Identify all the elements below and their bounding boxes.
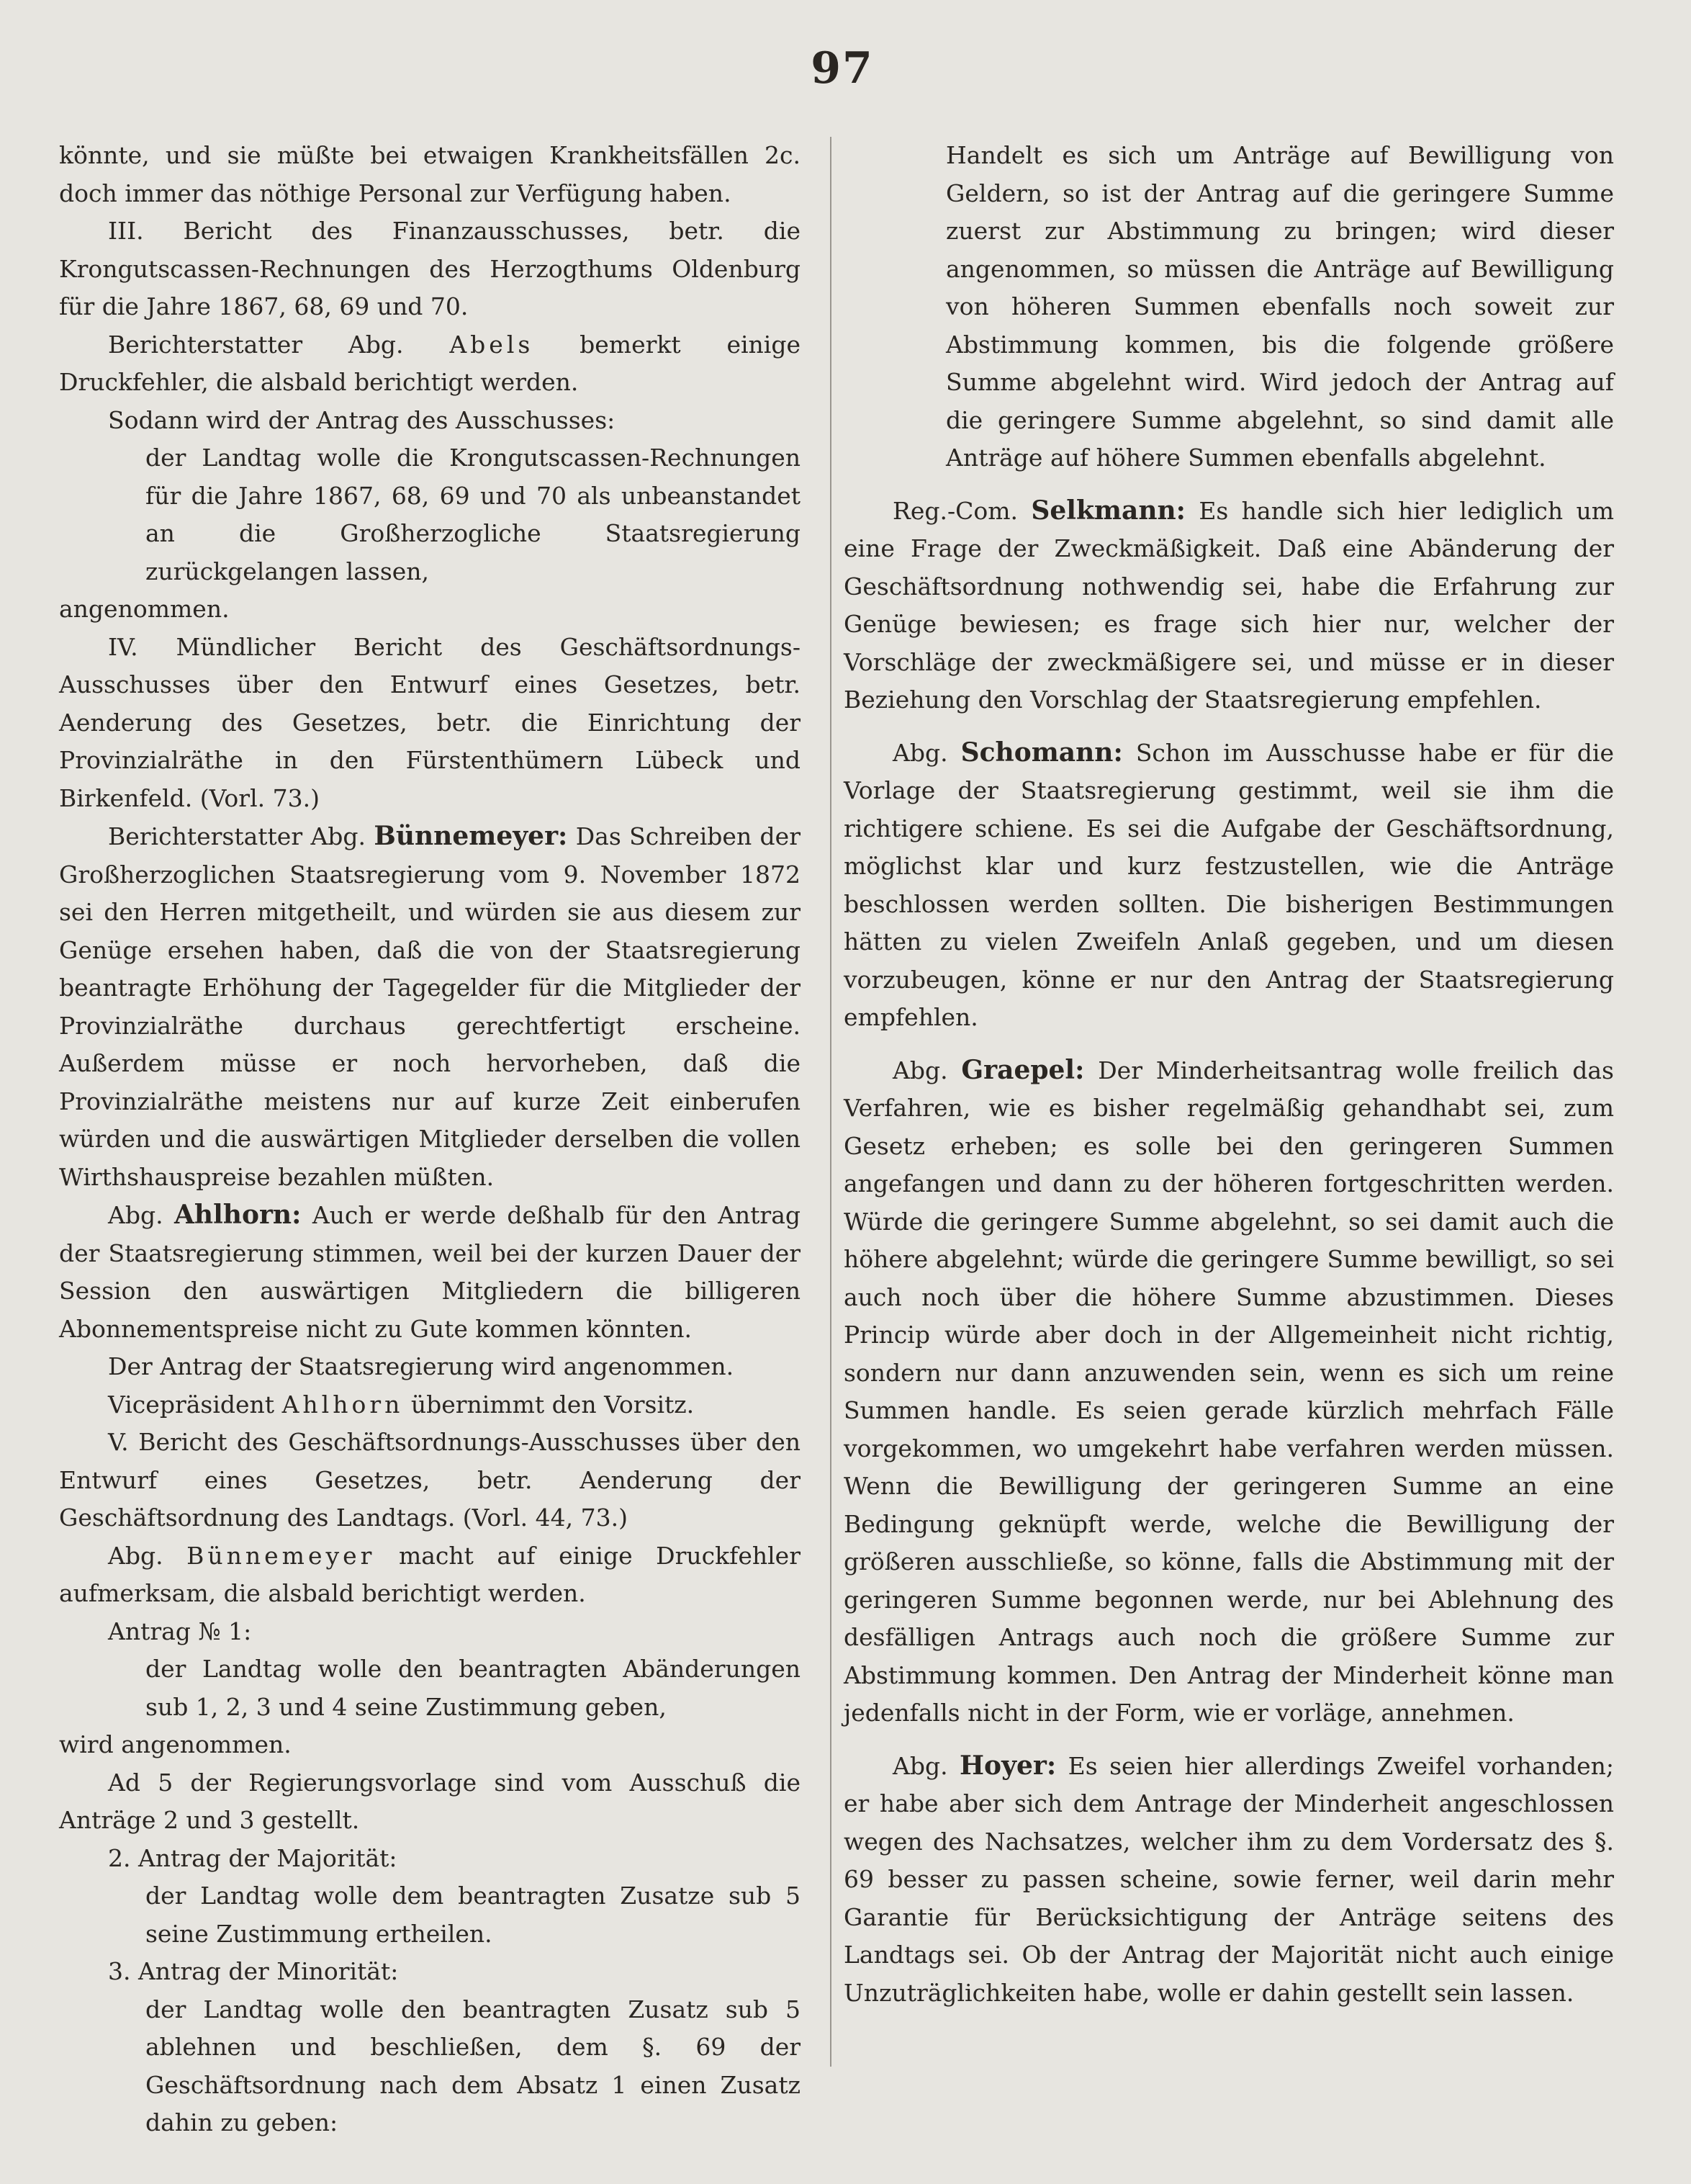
speaker-prefix: Abg. [893, 738, 948, 767]
speaker-name: Abels [449, 330, 534, 359]
speaker-name: Schomann: [960, 737, 1123, 768]
speech-text: Es handle sich hier lediglich um eine Frage der Zweckmäßigkeit. Daß eine Abänderung der Geschäftsordnung nothwendig sei, habe die Erfahrung zur Genüge bewiesen; es frage sich hier nur, welcher der Vorschläge der zweckmäßigere sei, und müsse er in dieser Beziehung den Vorschlag der Staatsregierung empfehlen. [844, 496, 1614, 714]
speaker-prefix: Abg. [108, 1201, 163, 1229]
speaker-prefix: Abg. [893, 1751, 948, 1780]
column-divider [830, 137, 831, 2067]
paragraph [59, 1196, 801, 1348]
speaker-prefix: Reg.-Com. [893, 496, 1019, 525]
motion-label: 3. Antrag der Minorität: [108, 1957, 399, 1985]
speaker-name: Bünnemeyer [186, 1541, 376, 1570]
speech-text: Der Minderheitsantrag wolle freilich das Verfahren, wie es bisher regelmäßig gehandhabt sei, zum Gesetz erheben; es solle bei den geringeren Summen angefangen und dann zu der höheren fortgeschritten werden. Würde die geringere Summe abgelehnt, so sei damit auch die höhere abgelehnt; würde die geringere Summe bewilligt, so sei auch noch über die höhere Summe abzustimmen. Dieses Princip würde aber doch in der Allgemeinheit nicht richtig, sondern nur dann anzuwenden sein, wenn es sich um reine Summen handle. Es seien gerade kürzlich mehrfach Fälle vorgekommen, wo umgekehrt habe verfahren werden müssen. Wenn die Bewilligung der geringeren Summe an eine Bedingung geknüpft werde, welche die Bewilligung der größeren ausschließe, so könne, falls die Abstimmung mit der geringeren Summe begonnen werde, nur bei Ablehnung des desfälligen Antrags auch noch die größere Summe zur Abstimmung kommen. Den Antrag der Minderheit könne man jedenfalls nicht in der Form, wie er vorläge, annehmen. [844, 1056, 1614, 1727]
speech-text: Es seien hier allerdings Zweifel vorhanden; er habe aber sich dem Antrage der Minderheit angeschlossen wegen des Nachsatzes, welcher ihm zu dem Vordersatz des §. 69 besser zu passen scheine, sowie ferner, weil darin mehr Garantie für Berücksichtigung der Anträge seitens des Landtags sei. Ob der Antrag der Majorität nicht auch einige Unzuträglichkeiten habe, wolle er dahin gestellt sein lassen. [844, 1751, 1614, 2007]
right-column [844, 137, 1614, 2012]
speaker-prefix: Abg. [893, 1056, 948, 1084]
page-number: 97 [811, 43, 874, 94]
agenda-item-iii: III. Bericht des Finanzausschusses, betr. die Krongutscassen-Rechnungen des Herzogthums Oldenburg für die Jahre 1867, 68, 69 und 70. [59, 217, 801, 320]
paragraph: Ad 5 der Regierungsvorlage sind vom Ausschuß die Anträge 2 und 3 gestellt. [59, 1768, 801, 1834]
quoted-motion: Handelt es sich um Anträge auf Bewilligung von Geldern, so ist der Antrag auf die geringere Summe zuerst zur Abstimmung zu bringen; wird dieser angenommen, so müssen die Anträge auf Bewilligung von höheren Summen ebenfalls noch soweit zur Abstimmung kommen, bis die folgende größere Summe abgelehnt wird. Wird jedoch der Antrag auf die geringere Summe abgelehnt, so sind damit alle Anträge auf höhere Summen ebenfalls abgelehnt. [946, 141, 1614, 472]
paragraph [844, 1747, 1614, 2013]
speaker-name: Ahlhorn [281, 1390, 404, 1419]
speaker-prefix: Vicepräsident [108, 1390, 275, 1419]
motion-label: 2. Antrag der Majorität: [108, 1843, 397, 1872]
paragraph: angenommen. [59, 595, 230, 623]
paragraph [59, 817, 801, 1196]
paragraph [59, 1386, 801, 1424]
speaker-name: Ahlhorn: [174, 1200, 302, 1230]
paragraph: Sodann wird der Antrag des Ausschusses: [108, 405, 615, 434]
motion-label: Antrag № 1: [108, 1617, 252, 1645]
speaker-name: Selkmann: [1031, 495, 1186, 526]
speech-text: Das Schreiben der Großherzoglichen Staatsregierung vom 9. November 1872 sei den Herren mitgetheilt, und würden sie aus diesem zur Genüge ersehen haben, daß die von der Staatsregierung beantragte Erhöhung der Tagegelder für die Mitglieder der Provinzialräthe durchaus gerechtfertigt erscheine. Außerdem müsse er noch hervorheben, daß die Provinzialräthe meistens nur auf kurze Zeit einberufen würden und die auswärtigen Mitglieder derselben die vollen Wirthshauspreise bezahlen müßten. [59, 822, 801, 1191]
speech-text: bemerkt einige Druckfehler, die alsbald berichtigt werden. [59, 330, 801, 396]
motion-text: der Landtag wolle den beantragten Abänderungen sub 1, 2, 3 und 4 seine Zustimmung geben, [145, 1655, 801, 1721]
motion-text: der Landtag wolle den beantragten Zusatz sub 5 ablehnen und beschließen, dem §. 69 der Geschäftsordnung nach dem Absatz 1 einen Zusatz dahin zu geben: [145, 1995, 801, 2136]
paragraph: wird angenommen. [59, 1730, 292, 1758]
speaker-name: Bünnemeyer: [374, 821, 568, 851]
speech-text: übernimmt den Vorsitz. [410, 1390, 695, 1419]
motion-text: der Landtag wolle die Krongutscassen-Rechnungen für die Jahre 1867, 68, 69 und 70 als unbeanstandet an die Großherzogliche Staatsregierung zurückgelangen lassen, [145, 444, 801, 585]
speaker-prefix: Abg. [108, 1541, 163, 1570]
paragraph: Der Antrag der Staatsregierung wird angenommen. [108, 1352, 734, 1380]
paragraph [844, 734, 1614, 1037]
speaker-name: Graepel: [961, 1054, 1085, 1085]
agenda-item-iv: IV. Mündlicher Bericht des Geschäftsordnungs-Ausschusses über den Entwurf eines Gesetzes, betr. Aenderung des Gesetzes, betr. die Einrichtung der Provinzialräthe in den Fürstenthümern Lübeck und Birkenfeld. (Vorl. 73.) [59, 632, 801, 812]
paragraph [844, 492, 1614, 719]
paragraph [59, 1537, 801, 1613]
paragraph [844, 1051, 1614, 1733]
speech-text: Auch er werde deßhalb für den Antrag der Staatsregierung stimmen, weil bei der kurzen Dauer der Session den auswärtigen Mitgliedern die billigeren Abonnementspreise nicht zu Gute kommen könnten. [59, 1201, 801, 1343]
motion-text: der Landtag wolle dem beantragten Zusatze sub 5 seine Zustimmung ertheilen. [145, 1882, 801, 1948]
left-column [59, 137, 801, 2142]
agenda-item-v: V. Bericht des Geschäftsordnungs-Ausschusses über den Entwurf eines Gesetzes, betr. Aenderung der Geschäftsordnung des Landtags. (Vorl. 44, 73.) [59, 1428, 801, 1532]
speaker-prefix: Berichterstatter Abg. [108, 822, 366, 850]
paragraph: könnte, und sie müßte bei etwaigen Krankheitsfällen 2c. doch immer das nöthige Personal zur Verfügung haben. [59, 141, 801, 207]
speech-text: Schon im Ausschusse habe er für die Vorlage der Staatsregierung gestimmt, weil sie ihm die richtigere schiene. Es sei die Aufgabe der Geschäftsordnung, möglichst klar und kurz festzustellen, wie die Anträge beschlossen werden sollten. Die bisherigen Bestimmungen hätten zu vielen Zweifeln Anlaß gegeben, und um diesen vorzubeugen, könne er nur den Antrag der Staatsregierung empfehlen. [844, 738, 1614, 1031]
speaker-prefix: Berichterstatter Abg. [108, 330, 404, 359]
speech-text: macht auf einige Druckfehler aufmerksam, die alsbald berichtigt werden. [59, 1541, 801, 1607]
paragraph [59, 326, 801, 402]
speaker-name: Hoyer: [960, 1750, 1057, 1781]
